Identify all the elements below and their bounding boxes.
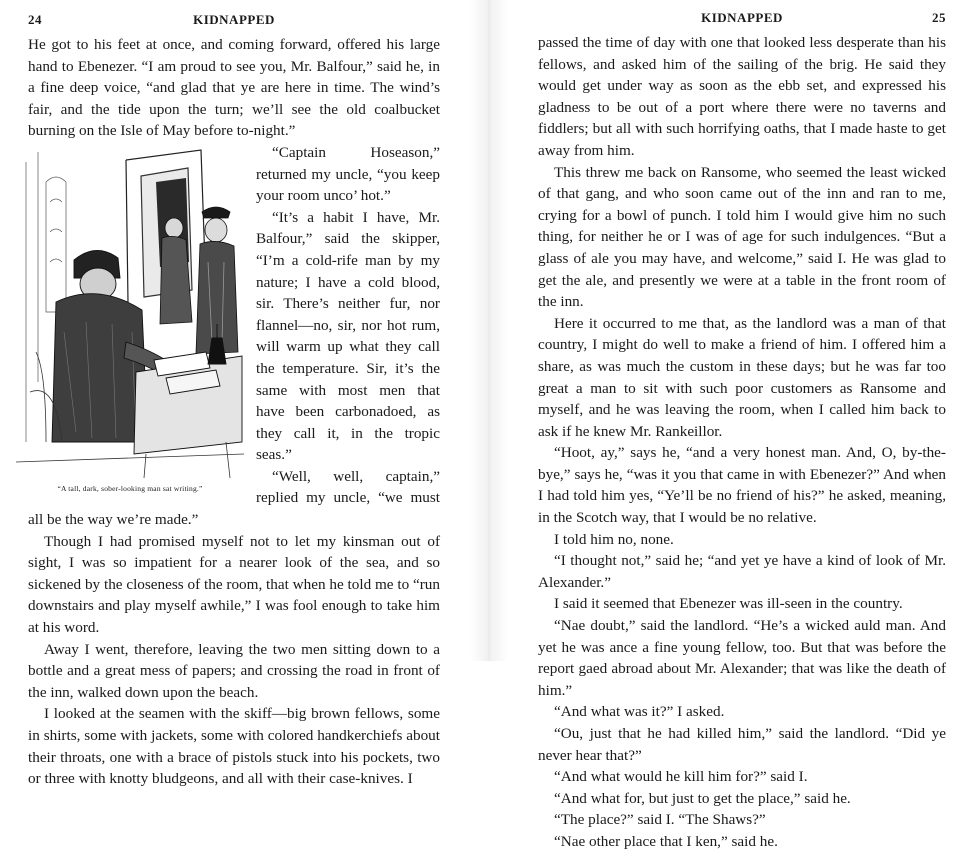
paragraph: “It’s a habit I have, Mr. Balfour,” said the skipper, “I’m a cold-rife man by my nature; I have a cold blood, sir. There’s neither fur, nor flannel—no, sir, nor hot rum, will warm up what they call the temperature. Sir, it’s the same with most men that have been carbonadoed, as they call it, in the tropic seas.”: [256, 208, 440, 464]
paragraph: Though I had promised myself not to let my kinsman out of sight, I was so impatient for a nearer look of the sea, and so sickened by the closeness of the room, that when he told me to “run downstairs and play myself awhile,” I was fool enough to take him at his word.: [28, 532, 440, 637]
paragraph: I said it seemed that Ebenezer was ill-seen in the country.: [554, 595, 903, 613]
paragraph: “And what for, but just to get the place,” said he.: [554, 789, 851, 807]
paragraph: “Nae doubt,” said the landlord. “He’s a wicked auld man. And yet he was ance a fine young fellow, too. But that was before the report gaed abroad about Mr. Alexander; that was like the death of him.”: [538, 617, 946, 699]
paragraph: “Captain Hoseason,” returned my uncle, “you keep your room unco’ hot.”: [256, 143, 440, 205]
paragraph: “Ou, just that he had killed him,” said the landlord. “Did ye never hear that?”: [538, 725, 946, 764]
right-running-head: [538, 10, 946, 32]
paragraph: Away I went, therefore, leaving the two men sitting down to a bottle and a great mess of papers; and crossing the road in front of the inn, walked down upon the beach.: [28, 640, 440, 701]
illustration: [16, 142, 244, 494]
paragraph: I told him no, none.: [554, 530, 674, 548]
book-gutter: [470, 0, 508, 661]
paragraph: “I thought not,” said he; “and yet ye have a kind of look of Mr. Alexander.”: [538, 552, 946, 591]
paragraph: Here it occurred to me that, as the landlord was a man of that country, I might do well to make a friend of him. I offered him a share, as was much the custom in these days; but he was far too great a man to sit with such poor customers as Ransome and myself, and he was leaving the room, when I called him back to ask if he knew Mr. Rankeillor.: [538, 314, 946, 440]
right-page-number: 25: [932, 10, 946, 25]
paragraph: This threw me back on Ransome, who seemed the least wicked of that gang, and who soon came out of the inn and ran to me, crying for a bowl of punch. I told him I would give him no such thing, for neither he or I was of age for such indulgences. “But a glass of ale you may have, and welcome,” said I. He was glad to get the ale, and presently we were at a table in the front room of the inn.: [538, 163, 946, 311]
left-running-head: [28, 12, 440, 34]
left-page: [0, 0, 470, 788]
left-body-text: [28, 34, 440, 790]
paragraph: “The place?” said I. “The Shaws?”: [554, 811, 766, 829]
right-running-title: KIDNAPPED: [701, 10, 783, 25]
paragraph: “Hoot, ay,” says he, “and a very honest man. And, O, by-the-bye,” says he, “was it you that came in with Ebenezer?” And when I had told him yes, “Ye’ll be no friend of his?” he asked, meaning, in the Scotch way, that I would be no relative.: [538, 444, 946, 527]
paragraph: “And what was it?” I asked.: [554, 703, 725, 721]
paragraph: I looked at the seamen with the skiff—big brown fellows, some in shirts, some with jackets, some with colored handkerchiefs about their throats, one with a brace of pistols stuck into his pockets, two or three with knotty bludgeons, and all with their case-knives. I: [28, 705, 440, 788]
illustration-caption: “A tall, dark, sober-looking man sat writing.”: [57, 483, 203, 493]
paragraph: “And what would he kill him for?” said I.: [554, 768, 808, 786]
paragraph: “Well, well, captain,” replied my uncle, “we must all be the way we’re made.”: [28, 467, 440, 529]
illustration-drawing: [16, 142, 244, 482]
paragraph: “Nae other place that I ken,” said he.: [554, 832, 778, 850]
paragraph: passed the time of day with one that looked less desperate than his fellows, and asked him of the sailing of the brig. He said they would get under way as soon as the ebb set, and expressed his gladness to be out of a port where there were no taverns and fiddlers; but all with such horrifying oaths, that I made haste to get away from him.: [538, 34, 946, 159]
right-page: [508, 0, 976, 850]
right-body-text: [538, 32, 946, 853]
left-running-title: KIDNAPPED: [193, 12, 275, 27]
paragraph: He got to his feet at once, and coming forward, offered his large hand to Ebenezer. “I am proud to see you, Mr. Balfour,” said he, in a fine deep voice, “and glad that ye are here in time. The wind’s fair, and the tide upon the turn; we’ll see the old coalbucket burning on the Isle of May before to-night.”: [28, 36, 440, 140]
left-page-number: 24: [28, 12, 42, 27]
